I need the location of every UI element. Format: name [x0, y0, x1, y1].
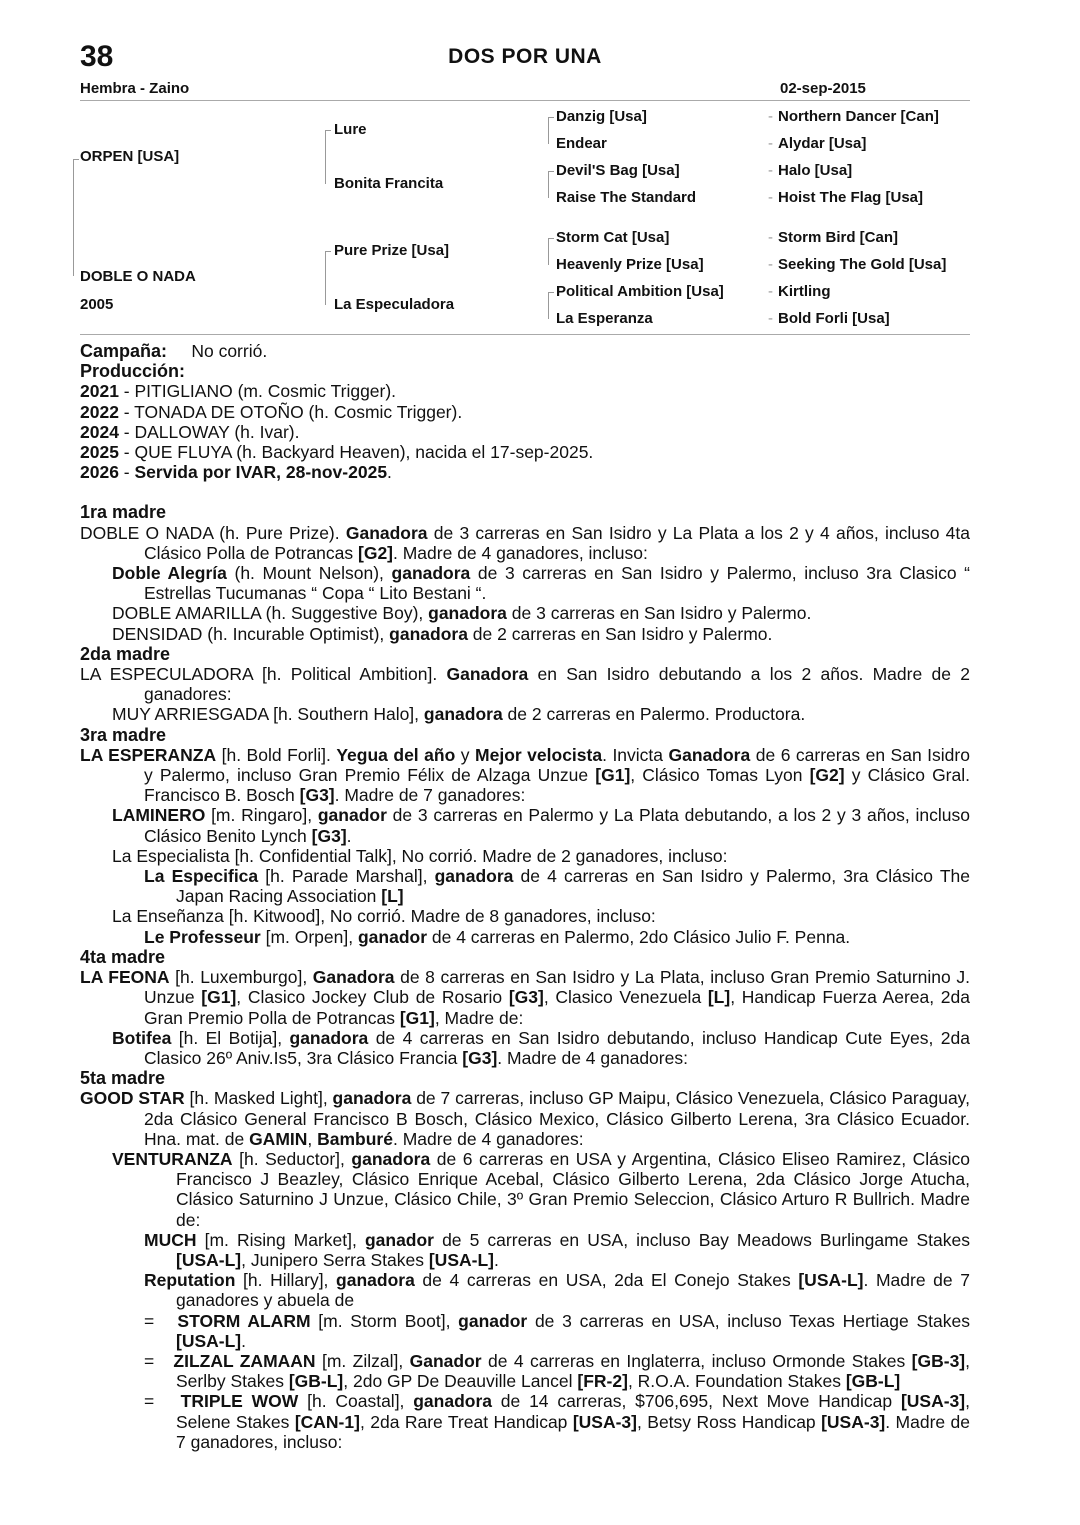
produce-entry: Reputation [h. Hillary], ganadora de 4 carreras en USA, 2da El Conejo Stakes [USA-L]. Madre de 7 ganadores y abuela de: [144, 1270, 970, 1311]
production-item: 2024 - DALLOWAY (h. Ivar).: [80, 421, 300, 442]
gen3-item: Endear: [556, 135, 607, 152]
gen4-item: Alydar [Usa]: [778, 135, 867, 152]
gen3-item: Heavenly Prize [Usa]: [556, 256, 704, 273]
fourth-dam-entry: LA FEONA [h. Luxemburgo], Ganadora de 8 carreras en San Isidro y La Plata, incluso Gran Premio Saturnino J. Unzue [G1], Clasico Jockey Club de Rosario [G3], Clasico Venezuela [L], Handicap Fuerza Aerea, 2da Gran Premio Polla de Potrancas [G1], Madre de:: [80, 967, 970, 1028]
produce-entry: LAMINERO [m. Ringaro], ganador de 3 carreras en Palermo y La Plata debutando, a los 2 y 3 años, incluso Clásico Benito Lynch [G3].: [112, 805, 970, 846]
campaign: Campaña: No corrió.: [80, 341, 268, 361]
first-dam-heading: 1ra madre: [80, 502, 167, 523]
production-heading: Producción:: [80, 361, 186, 382]
second-dam-heading: 2da madre: [80, 643, 171, 664]
produce-entry: = STORM ALARM [m. Storm Boot], ganador de 3 carreras en USA, incluso Texas Hertiage Stakes [USA-L].: [144, 1310, 970, 1351]
produce-entry: La Especifica [h. Parade Marshal], ganadora de 4 carreras en San Isidro y Palermo, 3ra Clásico The Japan Racing Association [L]: [144, 866, 971, 907]
gen4-item: Hoist The Flag [Usa]: [778, 189, 924, 206]
document-body: [80, 341, 970, 1452]
bracket: [325, 130, 326, 184]
bracket: [73, 159, 74, 276]
gen2-item: Bonita Francita: [334, 175, 444, 192]
gen4-item: Halo [Usa]: [778, 162, 853, 179]
gen4-item: Seeking The Gold [Usa]: [778, 256, 947, 273]
first-dam-entry: DOBLE O NADA (h. Pure Prize). Ganadora de 3 carreras en San Isidro y La Plata a los 2 y 4 años, incluso 4ta Clásico Polla de Potrancas [G2]. Madre de 4 ganadores, incluso:: [80, 522, 971, 563]
produce-entry: Doble Alegría (h. Mount Nelson), ganadora de 3 carreras en San Isidro y Palermo, incluso 3ra Clasico “ Estrellas Tucumanas “ Copa “ Lito Bestani “.: [112, 563, 971, 604]
production-item: 2022 - TONADA DE OTOÑO (h. Cosmic Trigger).: [80, 401, 463, 422]
produce-entry: La Enseñanza [h. Kitwood], No corrió. Madre de 8 ganadores, incluso:: [112, 906, 656, 927]
produce-entry: DOBLE AMARILLA (h. Suggestive Boy), ganadora de 3 carreras en San Isidro y Palermo.: [112, 603, 812, 624]
dam-year: 2005: [80, 296, 114, 313]
produce-entry: La Especialista [h. Confidential Talk], No corrió. Madre de 2 ganadores, incluso:: [112, 845, 728, 866]
third-dam-entry: LA ESPERANZA [h. Bold Forli]. Yegua del año y Mejor velocista. Invicta Ganadora de 6 carreras en San Isidro y Palermo, incluso Gran Premio Félix de Alzaga Unzue [G1], Clásico Tomas Lyon [G2] y Clásico Gral. Francisco B. Bosch [G3]. Madre de 7 ganadores:: [80, 744, 970, 806]
produce-entry: MUY ARRIESGADA [h. Southern Halo], ganadora de 2 carreras en Palermo. Productora.: [112, 704, 806, 725]
production-item: 2026 - Servida por IVAR, 28-nov-2025.: [80, 462, 392, 483]
gen4-item: Northern Dancer [Can]: [778, 108, 939, 125]
bracket: [325, 251, 326, 305]
gen4-item: Storm Bird [Can]: [778, 229, 898, 246]
third-dam-heading: 3ra madre: [80, 724, 167, 745]
pedigree-table: ORPEN [USA] DOBLE O NADA 2005 Lure Bonita Francita Pure Prize [Usa] La Especuladora Danzig [Usa] Endear Devil'S Bag [Usa] Raise The Standard Storm Cat [Usa] Heavenly Prize [Usa] Political Ambition [Usa] La Esperanza - Northern Dancer [Can] - Alydar [Usa] - Halo [Usa] - Hoist The Flag [Usa] - Storm Bird [Can] - Seeking The Gold [Usa] - Kirtling - Bold Forli [Usa]: [80, 100, 970, 335]
sire: ORPEN [USA]: [80, 148, 180, 165]
produce-entry: MUCH [m. Rising Market], ganador de 5 carreras en USA, incluso Bay Meadows Burlingame Stakes [USA-L], Junipero Serra Stakes [USA-L].: [144, 1229, 970, 1270]
production-item: 2021 - PITIGLIANO (m. Cosmic Trigger).: [80, 381, 397, 402]
gen3-item: Political Ambition [Usa]: [556, 283, 724, 300]
gen3-item: La Esperanza: [556, 310, 653, 327]
fifth-dam-heading: 5ta madre: [80, 1068, 166, 1089]
produce-entry: Botifea [h. El Botija], ganadora de 4 carreras en San Isidro debutando, incluso Handicap Cute Eyes, 2da Clasico 26º Aniv.Is5, 3ra Clásico Francia [G3]. Madre de 4 ganadores:: [112, 1027, 970, 1068]
gen3-item: Storm Cat [Usa]: [556, 229, 670, 246]
birth-date: 02-sep-2015: [780, 80, 866, 97]
gen3-item: Devil'S Bag [Usa]: [556, 162, 680, 179]
second-dam-entry: LA ESPECULADORA [h. Political Ambition]. Ganadora en San Isidro debutando a los 2 años. Madre de 2 ganadores:: [80, 664, 970, 705]
gen4-item: Kirtling: [778, 283, 831, 300]
produce-entry: Le Professeur [m. Orpen], ganador de 4 carreras en Palermo, 2do Clásico Julio F. Penna.: [144, 926, 851, 947]
gen4-item: Bold Forli [Usa]: [778, 310, 890, 327]
production-item: 2025 - QUE FLUYA (h. Backyard Heaven), nacida el 17-sep-2025.: [80, 442, 594, 463]
gen2-item: Lure: [334, 121, 367, 138]
produce-entry: = ZILZAL ZAMAAN [m. Zilzal], Ganador de 4 carreras en Inglaterra, incluso Ormonde Stakes [GB-3], Serlby Stakes [GB-L], 2do GP De Deauville Lancel [FR-2], R.O.A. Foundation Stakes [GB-L]: [144, 1350, 971, 1392]
page-number: 38: [80, 40, 114, 73]
produce-entry: DENSIDAD (h. Incurable Optimist), ganadora de 2 carreras en San Isidro y Palermo.: [112, 623, 773, 644]
gen2-item: La Especuladora: [334, 296, 455, 313]
fourth-dam-heading: 4ta madre: [80, 946, 166, 967]
gen2-item: Pure Prize [Usa]: [334, 242, 450, 259]
produce-entry: VENTURANZA [h. Seductor], ganadora de 6 carreras en USA y Argentina, Clásico Eliseo Ramirez, Clásico Francisco J Beazley, Clásico Enrique Acebal, Clásico Gilberto Lerena, 2da Clásico Jorge Atucha, Clásico Saturnino J Unzue, Clásico Chile, 3º Gran Premio Seleccion, Clásico Arturo R Bullrich. Madre de:: [112, 1148, 971, 1230]
fifth-dam-entry: GOOD STAR [h. Masked Light], ganadora de 7 carreras, incluso GP Maipu, Clásico Venezuela, Clásico Paraguay, 2da Clásico General Francisco B Bosch, Clásico Mexico, Clásico Gilberto Lerena, 3ra Clásico Ecuador. Hna. mat. de GAMIN, Bamburé. Madre de 4 ganadores:: [80, 1088, 970, 1149]
sex-color: Hembra - Zaino: [80, 80, 190, 97]
gen3-item: Danzig [Usa]: [556, 108, 647, 125]
page-title: DOS POR UNA: [448, 45, 602, 68]
gen3-item: Raise The Standard: [556, 189, 697, 206]
produce-entry: = TRIPLE WOW [h. Coastal], ganadora de 14 carreras, $706,695, Next Move Handicap [USA-3], Selene Stakes [CAN-1], 2da Rare Treat Handicap [USA-3], Betsy Ross Handicap [USA-3]. Madre de 7 ganadores, incluso:: [144, 1391, 971, 1452]
dam: DOBLE O NADA: [80, 268, 196, 285]
